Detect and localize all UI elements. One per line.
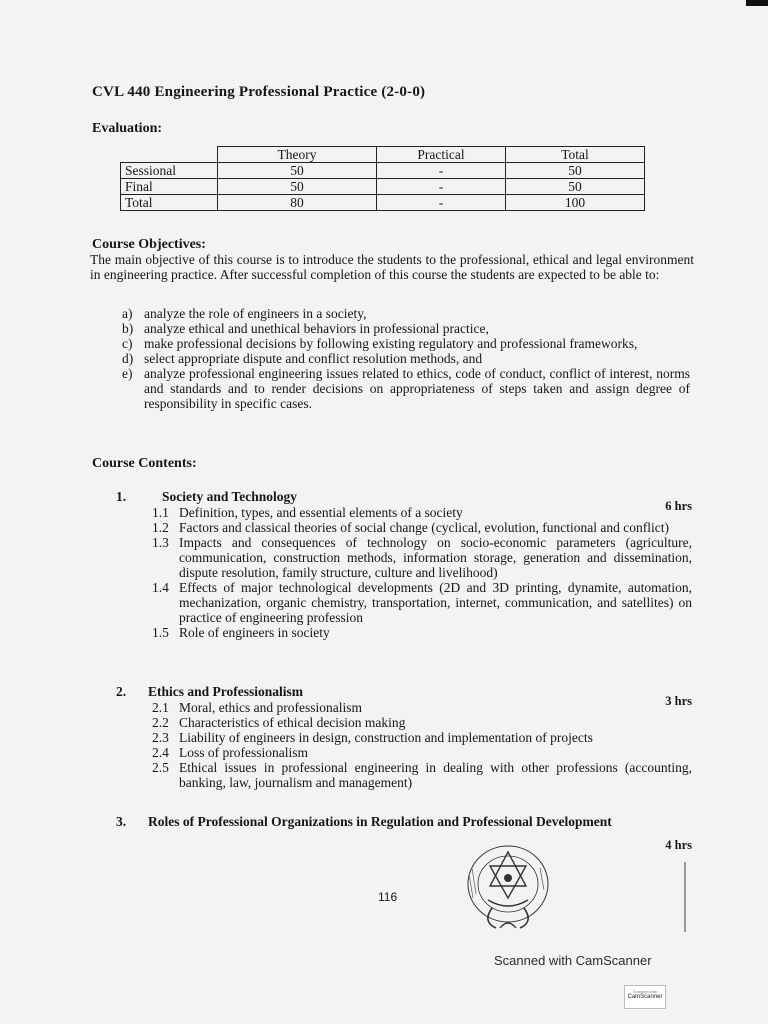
column-header: Practical <box>377 147 506 163</box>
subsection-list <box>152 505 692 640</box>
row-label: Sessional <box>121 163 218 179</box>
subsection-number: 2.5 <box>152 760 169 775</box>
subsection-item <box>152 505 692 520</box>
table-cell: 80 <box>218 195 377 211</box>
subsection-item <box>152 715 692 730</box>
subsection-number: 1.2 <box>152 520 169 535</box>
table-row <box>121 195 645 211</box>
table-cell: 50 <box>218 163 377 179</box>
subsection-number: 1.1 <box>152 505 169 520</box>
table-cell: 50 <box>218 179 377 195</box>
evaluation-table <box>120 146 645 211</box>
section-number: 2. <box>116 684 127 699</box>
scan-edge-mark <box>746 0 768 6</box>
subsection-item <box>152 520 692 535</box>
list-item-text: analyze ethical and unethical behaviors in professional practice, <box>144 321 489 336</box>
subsection-item <box>152 580 692 625</box>
list-item <box>122 306 690 321</box>
subsection-text: Liability of engineers in design, construction and implementation of projects <box>179 730 593 745</box>
table-cell: 50 <box>506 163 645 179</box>
evaluation-heading: Evaluation: <box>92 121 163 136</box>
row-label: Total <box>121 195 218 211</box>
column-header: Total <box>506 147 645 163</box>
scan-shadow-line <box>684 862 686 932</box>
subsection-text: Effects of major technological developments (2D and 3D printing, dynamite, automation, mechanization, organic chemistry, transportation, internet, communication, and satellites) on practice of engineering profession <box>179 580 692 625</box>
logo-name: CamScanner <box>627 994 663 1000</box>
table-corner-cell <box>121 147 218 163</box>
list-marker: c) <box>122 336 133 351</box>
list-item <box>122 336 690 351</box>
subsection-item <box>152 625 692 640</box>
subsection-text: Definition, types, and essential elements of a society <box>179 505 463 520</box>
table-cell: - <box>377 163 506 179</box>
subsection-list <box>152 700 692 790</box>
logo-caption: Scanned with <box>632 989 657 994</box>
table-cell: 50 <box>506 179 645 195</box>
subsection-text: Factors and classical theories of social change (cyclical, evolution, functional and conflict) <box>179 520 669 535</box>
subsection-text: Impacts and consequences of technology on socio-economic parameters (agriculture, communication, construction methods, information storage, generation and dissemination, dispute resolution, family structure, culture and livelihood) <box>179 535 692 580</box>
list-item-text: select appropriate dispute and conflict resolution methods, and <box>144 351 483 366</box>
objectives-heading: Course Objectives: <box>92 237 206 252</box>
subsection-number: 2.3 <box>152 730 169 745</box>
section-title: Society and Technology <box>162 489 298 504</box>
subsection-item <box>152 700 692 715</box>
list-marker: d) <box>122 351 134 366</box>
table-cell: 100 <box>506 195 645 211</box>
column-header: Theory <box>218 147 377 163</box>
section-title: Roles of Professional Organizations in Regulation and Professional Development <box>148 814 612 829</box>
list-item-text: analyze the role of engineers in a society, <box>144 306 367 321</box>
table-header-row <box>121 147 645 163</box>
list-marker: b) <box>122 321 134 336</box>
subsection-item <box>152 535 692 580</box>
camscanner-logo <box>624 985 666 1009</box>
table-row <box>121 163 645 179</box>
list-item <box>122 366 690 411</box>
list-item <box>122 351 690 366</box>
subsection-number: 1.4 <box>152 580 169 595</box>
university-seal-icon <box>452 838 564 934</box>
subsection-number: 2.1 <box>152 700 169 715</box>
list-marker: e) <box>122 366 133 381</box>
subsection-text: Moral, ethics and professionalism <box>179 700 362 715</box>
subsection-number: 2.4 <box>152 745 169 760</box>
subsection-item <box>152 730 692 745</box>
list-item-text: analyze professional engineering issues related to ethics, code of conduct, conflict of interest, norms and standards and to render decisions on appropriateness of steps taken and assign degree of responsibility in specific cases. <box>144 366 690 411</box>
objectives-list <box>122 306 690 411</box>
section-hours: 4 hrs <box>665 838 692 852</box>
section-title: Ethics and Professionalism <box>148 684 304 699</box>
contents-heading: Course Contents: <box>92 456 197 471</box>
subsection-number: 1.5 <box>152 625 169 640</box>
section-number: 1. <box>116 489 127 504</box>
subsection-number: 1.3 <box>152 535 169 550</box>
list-marker: a) <box>122 306 133 321</box>
objectives-intro: The main objective of this course is to introduce the students to the professional, ethical and legal environment in engineering practice. After successful completion of this course the students are expected to be able to: <box>90 252 694 282</box>
subsection-text: Role of engineers in society <box>179 625 330 640</box>
table-row <box>121 179 645 195</box>
section-hours: 3 hrs <box>665 694 692 708</box>
table-cell: - <box>377 195 506 211</box>
section-hours: 6 hrs <box>665 499 692 513</box>
course-title: CVL 440 Engineering Professional Practice (2-0-0) <box>92 84 426 100</box>
scanner-watermark: Scanned with CamScanner <box>494 953 652 968</box>
table-cell: - <box>377 179 506 195</box>
subsection-text: Ethical issues in professional engineering in dealing with other professions (accounting, banking, law, journalism and management) <box>179 760 692 790</box>
section-number: 3. <box>116 814 127 829</box>
subsection-number: 2.2 <box>152 715 169 730</box>
subsection-item <box>152 760 692 790</box>
subsection-text: Loss of professionalism <box>179 745 308 760</box>
page-number: 116 <box>378 890 398 904</box>
subsection-text: Characteristics of ethical decision making <box>179 715 406 730</box>
list-item-text: make professional decisions by following existing regulatory and professional frameworks, <box>144 336 638 351</box>
list-item <box>122 321 690 336</box>
subsection-item <box>152 745 692 760</box>
row-label: Final <box>121 179 218 195</box>
